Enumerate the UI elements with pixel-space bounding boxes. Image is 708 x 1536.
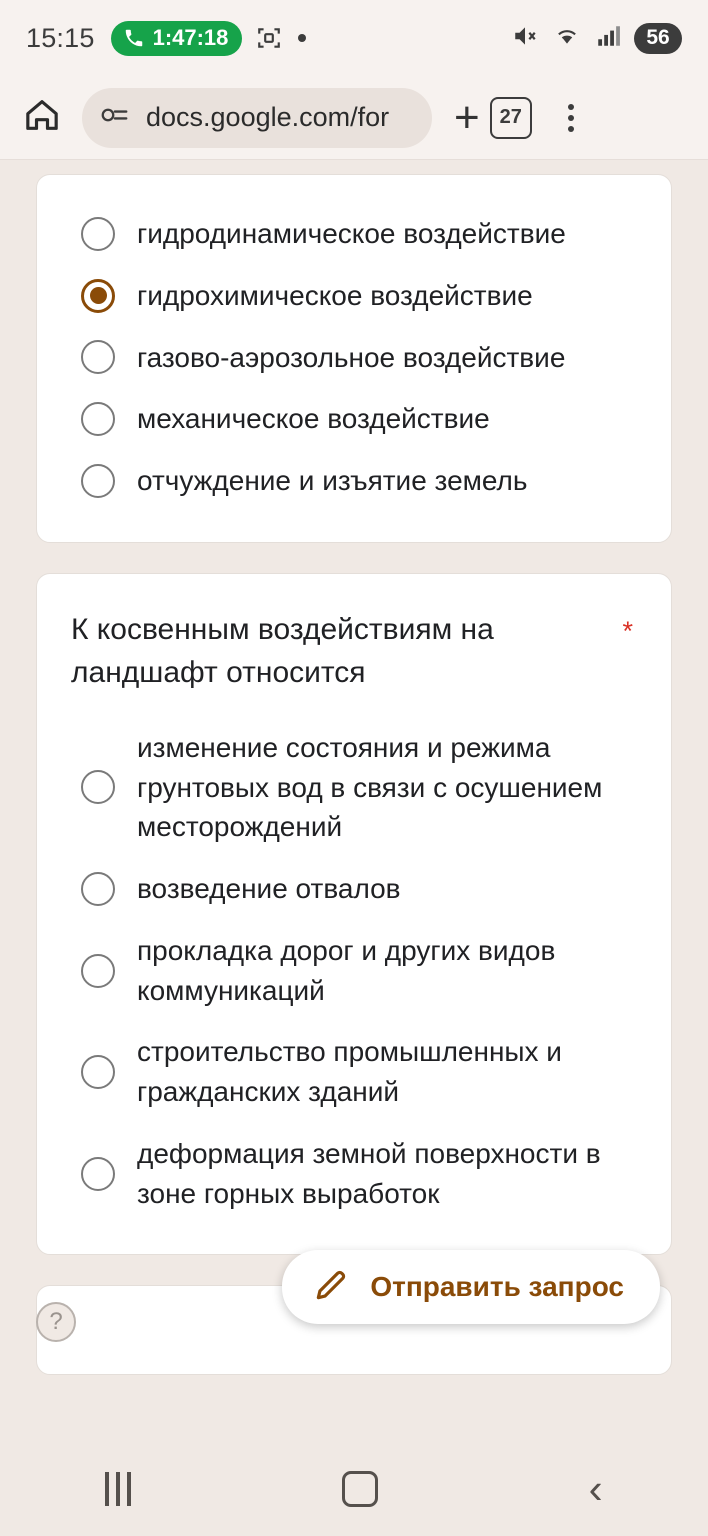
- radio-icon[interactable]: [81, 1055, 115, 1089]
- pencil-icon: [312, 1266, 350, 1309]
- send-request-label: Отправить запрос: [370, 1271, 624, 1302]
- radio-option-label: механическое воздействие: [137, 403, 490, 435]
- help-badge[interactable]: ?: [36, 1302, 76, 1342]
- status-clock: 15:15: [26, 22, 95, 53]
- radio-icon[interactable]: [81, 402, 115, 436]
- screenshot-icon: [256, 25, 282, 51]
- status-right-group: [510, 23, 682, 54]
- recent-apps-icon[interactable]: [105, 1472, 131, 1506]
- system-nav-bar: [0, 1442, 708, 1536]
- radio-option-label: отчуждение и изъятие земель: [137, 465, 528, 496]
- page-content[interactable]: [0, 160, 708, 1442]
- mute-icon: [510, 23, 540, 54]
- radio-option[interactable]: [67, 388, 641, 450]
- send-request-button[interactable]: [282, 1250, 660, 1324]
- radio-icon[interactable]: [81, 872, 115, 906]
- radio-option[interactable]: [67, 327, 641, 389]
- status-bar: [0, 0, 708, 76]
- site-info-icon[interactable]: [100, 102, 132, 133]
- radio-option-label: гидродинамическое воздействие: [137, 218, 566, 249]
- radio-option-label: гидрохимическое воздействие: [137, 279, 533, 311]
- back-button-icon[interactable]: ‹: [588, 1465, 603, 1512]
- radio-icon[interactable]: [81, 954, 115, 988]
- signal-icon: [594, 23, 622, 54]
- phone-icon: [123, 27, 145, 49]
- radio-option[interactable]: [67, 450, 641, 512]
- tab-switcher-button[interactable]: 27: [490, 97, 532, 139]
- radio-icon[interactable]: [81, 1157, 115, 1191]
- call-timer: 1:47:18: [152, 24, 229, 50]
- radio-option[interactable]: [67, 1123, 641, 1225]
- dot-icon: [296, 32, 308, 44]
- home-button-icon[interactable]: [342, 1471, 378, 1507]
- question-title: [67, 600, 641, 717]
- radio-option-label: возведение отвалов: [137, 873, 401, 904]
- new-tab-button[interactable]: +: [454, 92, 480, 142]
- home-icon[interactable]: [22, 95, 62, 140]
- radio-option[interactable]: [67, 717, 641, 858]
- battery-indicator: 56: [634, 23, 682, 54]
- radio-option[interactable]: [67, 203, 641, 265]
- radio-icon-selected[interactable]: [81, 279, 115, 313]
- radio-option-label: строительство промышленных и гражданских зданий: [137, 1036, 562, 1107]
- overflow-menu-icon[interactable]: [548, 95, 594, 141]
- question-card-1: [36, 174, 672, 543]
- radio-option-label: прокладка дорог и других видов коммуникаций: [137, 934, 556, 1006]
- radio-option[interactable]: [67, 858, 641, 920]
- radio-option[interactable]: [67, 920, 641, 1022]
- radio-option[interactable]: [67, 1021, 641, 1123]
- radio-option-label: изменение состояния и режима грунтовых вод в связи с осушением месторождений: [137, 731, 603, 843]
- wifi-icon: [552, 23, 582, 54]
- required-marker: *: [622, 615, 633, 646]
- radio-icon[interactable]: [81, 340, 115, 374]
- url-text: docs.google.com/for: [146, 102, 390, 132]
- question-card-2: [36, 573, 672, 1256]
- radio-option-label: деформация земной поверхности в зоне горных выработок: [137, 1137, 601, 1209]
- question-text: К косвенным воздействиям на ландшафт относится: [71, 612, 494, 690]
- radio-option-label: газово-аэрозольное воздействие: [137, 341, 566, 373]
- radio-icon[interactable]: [81, 464, 115, 498]
- radio-icon[interactable]: [81, 217, 115, 251]
- radio-option[interactable]: [67, 265, 641, 327]
- address-bar[interactable]: [82, 88, 432, 148]
- radio-icon[interactable]: [81, 770, 115, 804]
- browser-toolbar: [0, 76, 708, 160]
- active-call-pill[interactable]: [111, 21, 243, 56]
